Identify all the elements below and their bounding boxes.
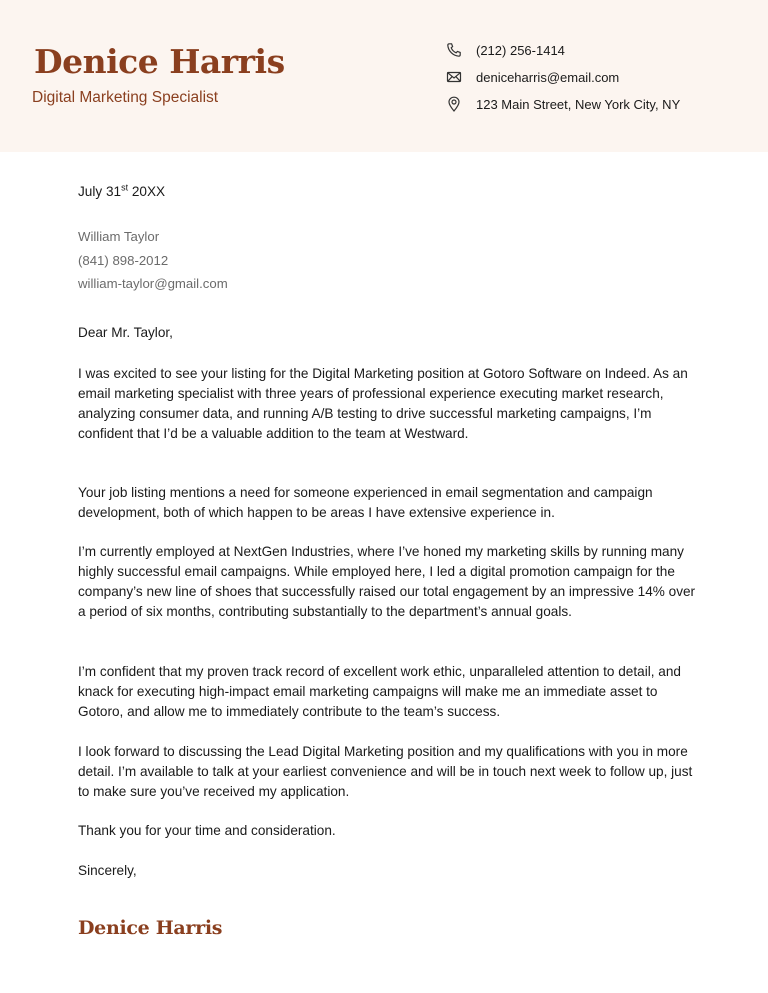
contact-phone bbox=[446, 42, 565, 58]
recipient-phone: (841) 898-2012 bbox=[78, 253, 169, 268]
contact-address bbox=[446, 96, 680, 112]
closing: Sincerely, bbox=[78, 863, 137, 878]
contact-phone-text: (212) 256-1414 bbox=[476, 42, 565, 58]
body-paragraph: I’m currently employed at NextGen Industries, where I’ve honed my marketing skills by running many highly successful email campaigns. While employed here, I led a digital promotion campaign for the company’s new line of shoes that successfully raised our total engagement by an impressive 14% over a period of six months, contributing substantially to the department’s annual goals. bbox=[78, 544, 696, 619]
body-paragraph: Thank you for your time and consideration. bbox=[78, 823, 336, 838]
applicant-name: Denice Harris bbox=[34, 42, 285, 81]
signature: Denice Harris bbox=[78, 917, 223, 939]
body-paragraph: I look forward to discussing the Lead Digital Marketing position and my qualifications with you in more detail. I’m available to talk at your earliest convenience and will be in touch next week to follow up, just to make sure you’ve received my application. bbox=[78, 744, 693, 799]
recipient-email: william-taylor@gmail.com bbox=[78, 276, 228, 291]
phone-icon bbox=[446, 42, 462, 58]
header-band bbox=[0, 0, 768, 152]
date-suffix: st bbox=[121, 182, 129, 193]
body-paragraph: Your job listing mentions a need for someone experienced in email segmentation and campaign development, both of which happen to be areas I have extensive experience in. bbox=[78, 485, 653, 520]
applicant-role: Digital Marketing Specialist bbox=[32, 89, 219, 106]
body-paragraph: I was excited to see your listing for the Digital Marketing position at Gotoro Software on Indeed. As an email marketing specialist with three years of professional experience executing market research, analyzing consumer data, and running A/B testing to drive successful marketing campaigns, I’m confident that I’d be a valuable addition to the team at Westward. bbox=[78, 366, 688, 441]
contact-email-text: deniceharris@email.com bbox=[476, 69, 620, 85]
contact-email bbox=[446, 69, 619, 85]
date-month-day: July 31 bbox=[78, 184, 122, 199]
mail-icon bbox=[446, 69, 462, 85]
body-paragraph: I’m confident that my proven track record of excellent work ethic, unparalleled attention to detail, and knack for executing high-impact email marketing campaigns will make me an immediate asset to Gotoro, and allow me to immediately contribute to the team’s success. bbox=[78, 664, 681, 719]
contact-address-text: 123 Main Street, New York City, NY bbox=[476, 96, 681, 112]
letter-date bbox=[78, 182, 698, 202]
date-year: 20XX bbox=[128, 184, 166, 199]
location-pin-icon bbox=[446, 96, 462, 112]
recipient-name: William Taylor bbox=[78, 229, 160, 244]
salutation: Dear Mr. Taylor, bbox=[78, 325, 173, 340]
